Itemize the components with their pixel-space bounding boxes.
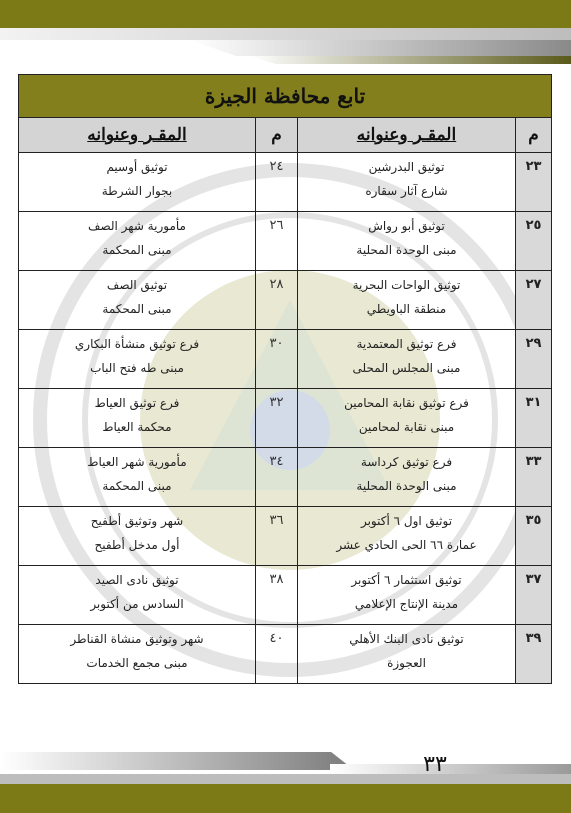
office-address	[19, 625, 256, 684]
row-number: ٣٣	[516, 448, 552, 507]
office-address	[19, 153, 256, 212]
office-address	[298, 389, 516, 448]
table-row	[19, 271, 552, 330]
office-location: مبنى المجلس المحلى	[352, 361, 461, 375]
office-name: فرع توثيق العياط	[94, 396, 180, 410]
office-address	[298, 271, 516, 330]
office-location: مبنى المحكمة	[102, 302, 172, 316]
office-name: فرع توثيق منشأة البكاري	[74, 337, 200, 351]
col-name-header: المقـر وعنوانه	[298, 118, 516, 153]
office-location: مبنى المحكمة	[102, 243, 172, 257]
office-address	[19, 330, 256, 389]
office-name: مأمورية شهر العياط	[87, 455, 187, 469]
office-address	[298, 625, 516, 684]
row-number: ٢٣	[516, 153, 552, 212]
header-gradient-stripe	[190, 40, 571, 56]
table-row	[19, 212, 552, 271]
offices-table-wrapper	[18, 74, 551, 684]
table-row	[19, 448, 552, 507]
row-number: ٤٠	[256, 625, 298, 684]
office-location: محكمة العياط	[102, 420, 172, 434]
office-name: توثيق الصف	[106, 278, 168, 292]
row-number: ٢٩	[516, 330, 552, 389]
office-location: منطقة الباويطي	[366, 302, 447, 316]
office-name: توثيق أوسيم	[106, 160, 168, 174]
row-number: ٣٦	[256, 507, 298, 566]
office-name: فرع توثيق كرداسة	[360, 455, 453, 469]
office-location: مبنى الوحدة المحلية	[356, 479, 457, 493]
office-location: مبنى المحكمة	[102, 479, 172, 493]
table-title: تابع محافظة الجيزة	[19, 75, 552, 118]
office-name: توثيق أبو رواش	[368, 219, 445, 233]
table-row	[19, 566, 552, 625]
office-location: مبنى الوحدة المحلية	[356, 243, 457, 257]
row-number: ٢٥	[516, 212, 552, 271]
office-location: مبنى نقابة لمحامين	[358, 420, 455, 434]
row-number: ٢٨	[256, 271, 298, 330]
row-number: ٣٢	[256, 389, 298, 448]
office-address	[19, 507, 256, 566]
office-address	[19, 212, 256, 271]
row-number: ٢٦	[256, 212, 298, 271]
office-location: العجوزة	[387, 656, 426, 670]
office-name: شهر وتوثيق أطفيح	[90, 514, 184, 528]
office-address	[298, 448, 516, 507]
office-address	[19, 566, 256, 625]
footer-grey-band	[0, 774, 571, 784]
office-name: فرع توثيق المعتمدية	[356, 337, 457, 351]
office-location: مدينة الإنتاج الإعلامي	[354, 597, 459, 611]
office-address	[298, 507, 516, 566]
row-number: ٣٥	[516, 507, 552, 566]
office-name: توثيق نادى البنك الأهلي	[349, 632, 464, 646]
col-name-header-2: المقـر وعنوانه	[19, 118, 256, 153]
col-num-header-2: م	[256, 118, 298, 153]
office-location: أول مدخل أطفيح	[94, 538, 180, 552]
header-grey-band	[0, 28, 571, 40]
table-header-row	[19, 118, 552, 153]
office-name: توثيق استثمار ٦ أكتوبر	[351, 573, 462, 587]
office-address	[298, 212, 516, 271]
row-number: ٢٤	[256, 153, 298, 212]
table-row	[19, 153, 552, 212]
office-name: توثيق نادى الصيد	[95, 573, 179, 587]
office-address	[298, 566, 516, 625]
row-number: ٢٧	[516, 271, 552, 330]
col-num-header: م	[516, 118, 552, 153]
office-address	[298, 330, 516, 389]
table-row	[19, 625, 552, 684]
office-location: بجوار الشرطة	[101, 184, 173, 198]
office-address	[19, 389, 256, 448]
office-location: عمارة ٦٦ الحى الحادي عشر	[336, 538, 477, 552]
footer-olive-band	[0, 784, 571, 813]
office-name: توثيق اول ٦ أكتوبر	[360, 514, 453, 528]
office-location: مبنى مجمع الخدمات	[86, 656, 188, 670]
office-location: مبنى طه فتح الباب	[90, 361, 184, 375]
header-accent-stripe	[250, 56, 571, 64]
office-address	[298, 153, 516, 212]
office-name: شهر وتوثيق منشاة القناطر	[70, 632, 204, 646]
row-number: ٣٩	[516, 625, 552, 684]
table-title-row	[19, 75, 552, 118]
table-row	[19, 389, 552, 448]
office-address	[19, 271, 256, 330]
page-number: ٣٣	[423, 752, 447, 777]
office-name: مأمورية شهر الصف	[88, 219, 186, 233]
table-row	[19, 330, 552, 389]
row-number: ٣٧	[516, 566, 552, 625]
office-name: فرع توثيق نقابة المحامين	[344, 396, 469, 410]
row-number: ٣١	[516, 389, 552, 448]
office-location: شارع آثار سقاره	[365, 184, 448, 198]
row-number: ٣٠	[256, 330, 298, 389]
offices-table	[18, 74, 552, 684]
office-name: توثيق الواحات البحرية	[352, 278, 461, 292]
row-number: ٣٤	[256, 448, 298, 507]
office-location: السادس من أكتوبر	[90, 597, 184, 611]
header-olive-band	[0, 0, 571, 28]
office-address	[19, 448, 256, 507]
office-name: توثيق البدرشين	[368, 160, 445, 174]
table-row	[19, 507, 552, 566]
row-number: ٣٨	[256, 566, 298, 625]
